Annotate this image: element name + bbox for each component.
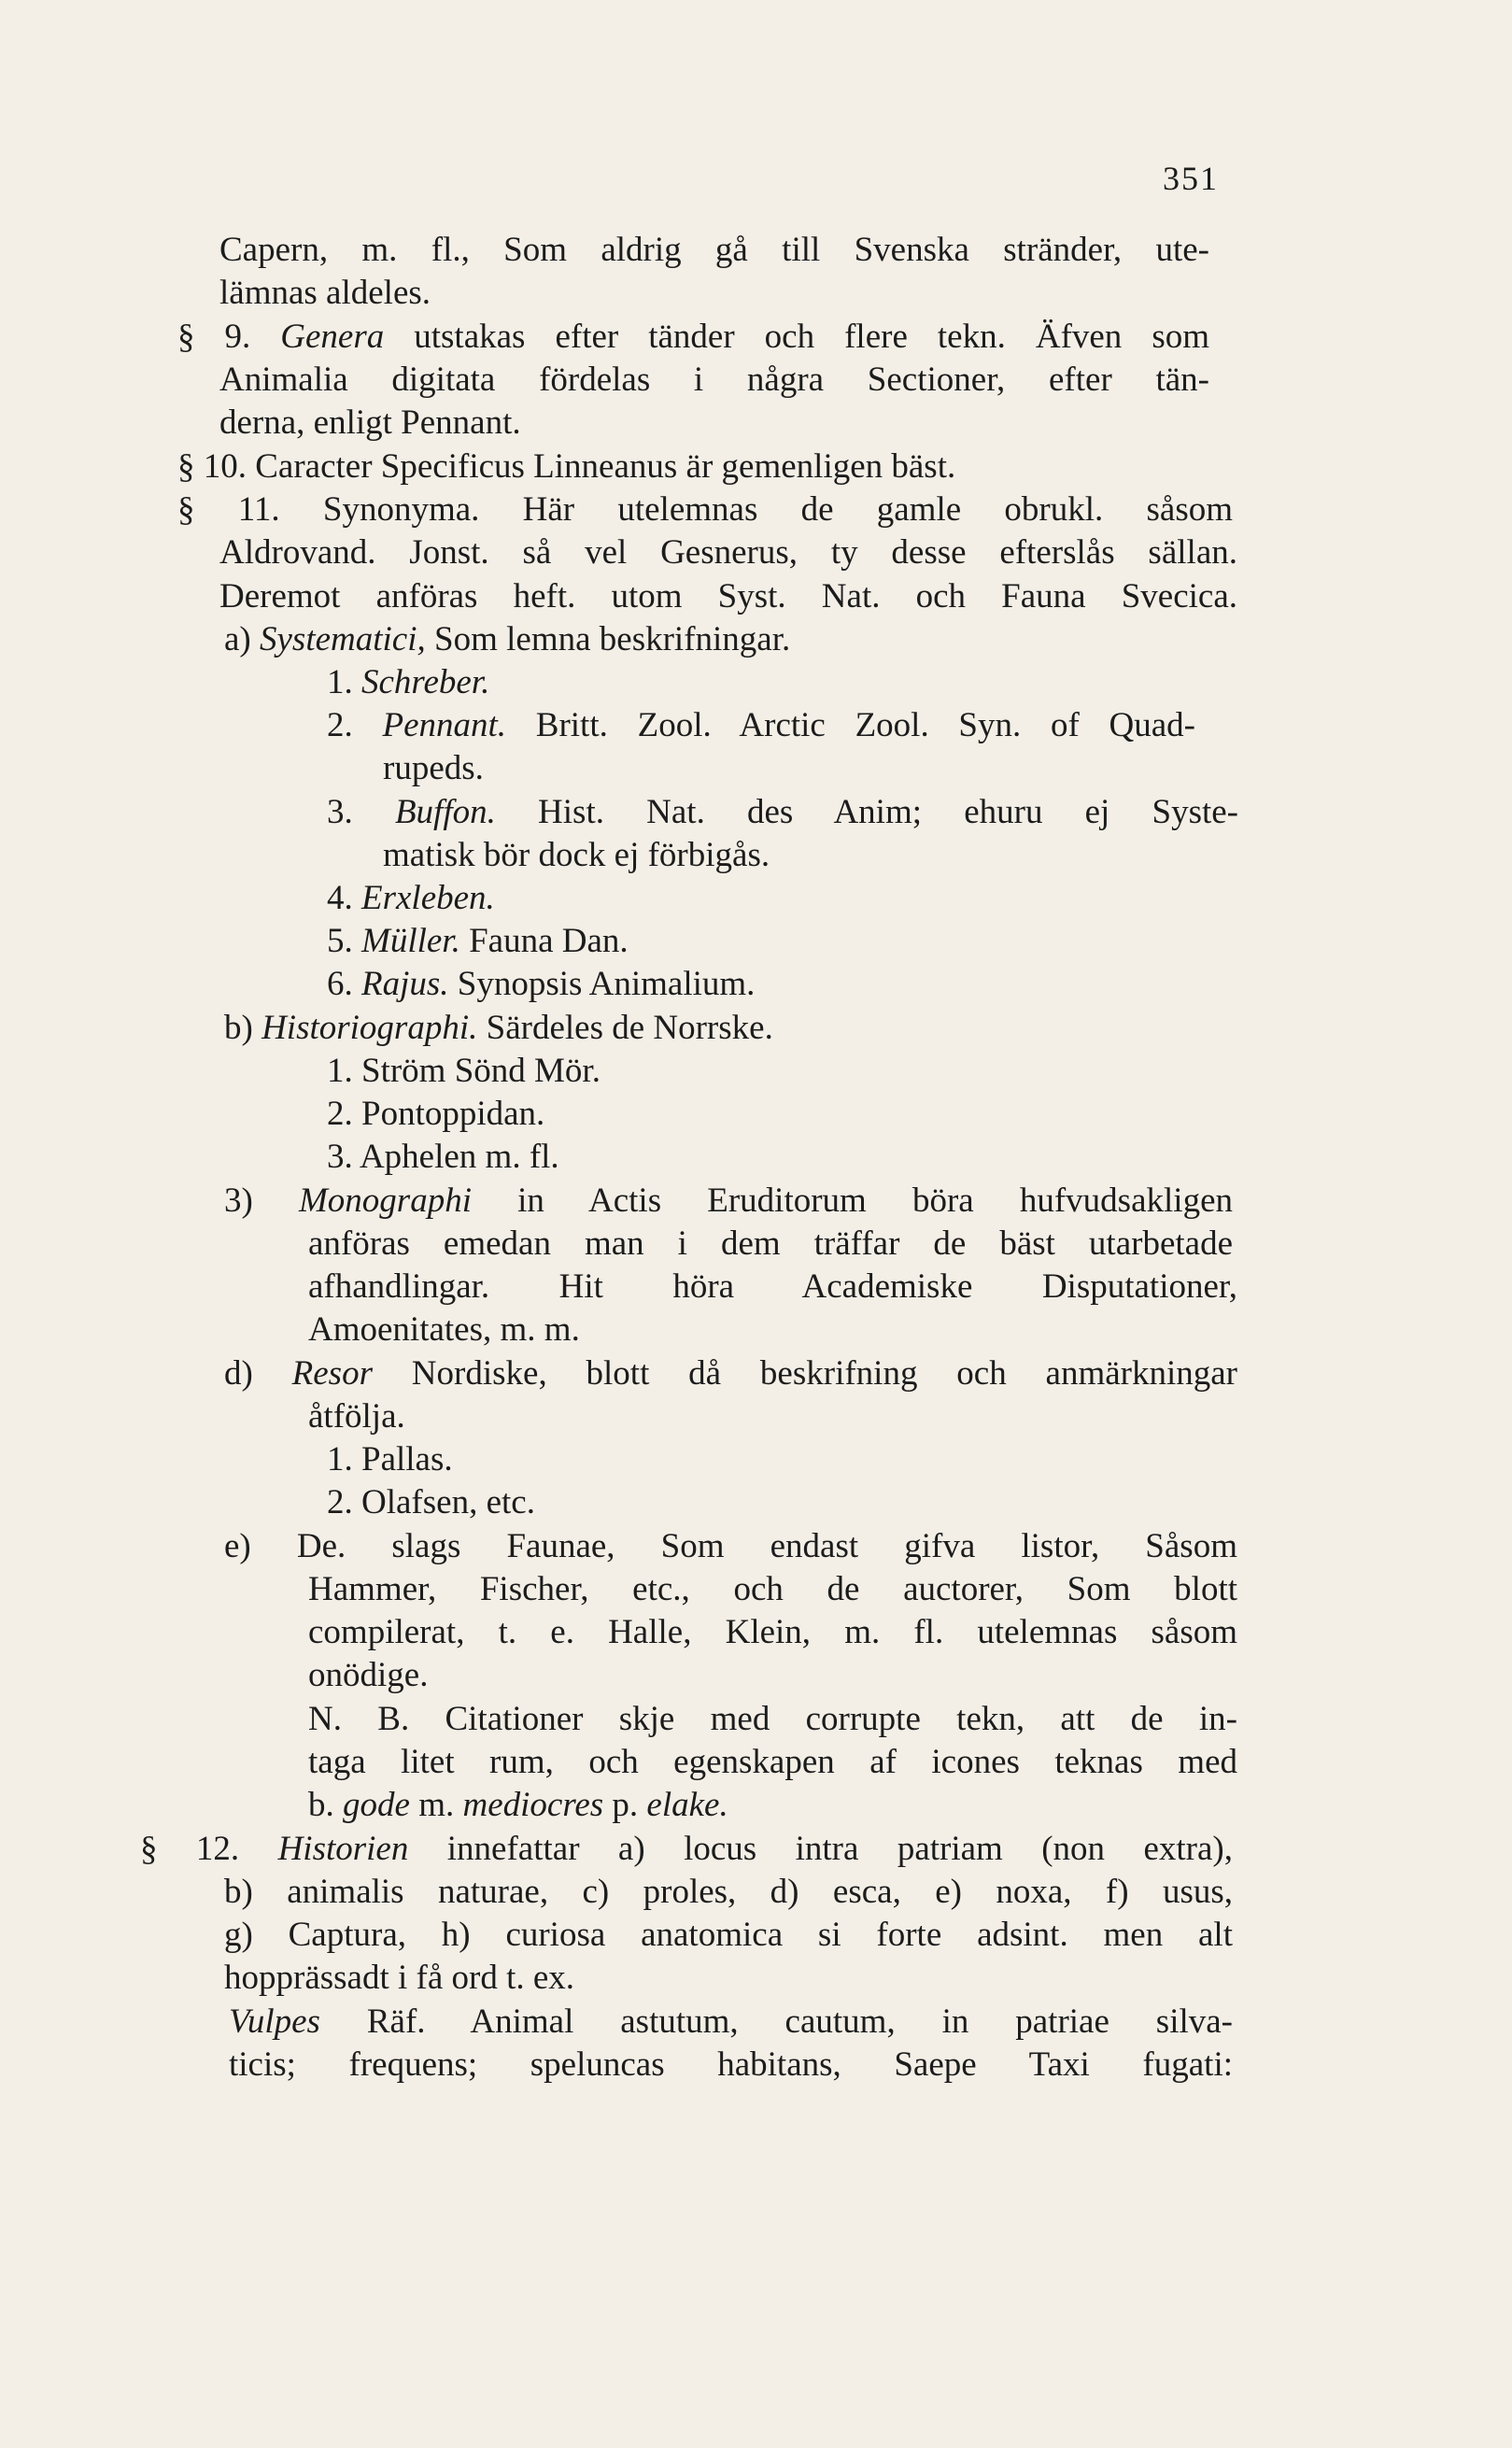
text-line <box>383 747 484 790</box>
text-run: Räf. Animal astutum, cautum, in patriae silva- <box>319 2002 1233 2041</box>
text-run: 2. <box>327 706 383 744</box>
text-line <box>383 834 770 877</box>
text-run: Synopsis Animalium. <box>448 965 756 1003</box>
text-run: matisk bör dock ej förbigås. <box>383 836 770 874</box>
text-run: Fauna Dan. <box>459 922 629 960</box>
text-run: in Actis Eruditorum böra hufvudsakligen <box>471 1182 1233 1220</box>
text-run: 5. <box>327 922 361 960</box>
text-line <box>308 1568 1237 1611</box>
text-line <box>229 2001 1233 2044</box>
italic-text: Systematici, <box>260 620 426 658</box>
text-line <box>327 1093 544 1136</box>
text-line <box>308 1223 1233 1266</box>
text-run: anföras emedan man i dem träffar de bäst utarbetade <box>308 1224 1233 1263</box>
text-run: Hammer, Fischer, etc., och de auctorer, Som blott <box>308 1570 1237 1608</box>
text-run: a) <box>224 620 260 658</box>
text-run: b) <box>224 1009 262 1047</box>
text-line <box>224 1957 574 2000</box>
page-number: 351 <box>1163 160 1219 197</box>
text-line <box>140 1828 1233 1871</box>
text-run: Capern, m. fl., Som aldrig gå till Svenska stränder, ute- <box>219 231 1209 269</box>
text-run: innefattar a) locus intra patriam (non extra), <box>408 1830 1233 1868</box>
italic-text: mediocres <box>462 1786 604 1824</box>
text-line <box>308 1395 405 1438</box>
text-run: 2. Olafsen, etc. <box>327 1483 535 1521</box>
text-line <box>327 877 495 920</box>
text-run: compilerat, t. e. Halle, Klein, m. fl. utelemnas såsom <box>308 1613 1237 1651</box>
text-run: 1. <box>327 663 361 701</box>
text-run: Deremot anföras heft. utom Syst. Nat. och Fauna Svecica. <box>219 577 1237 616</box>
text-run: taga litet rum, och egenskapen af icones teknas med <box>308 1743 1237 1781</box>
text-run: 6. <box>327 965 361 1003</box>
text-line <box>224 1871 1233 1914</box>
text-run: Aldrovand. Jonst. så vel Gesnerus, ty desse efterslås sällan. <box>219 533 1237 572</box>
text-line <box>219 575 1237 618</box>
text-run: rupeds. <box>383 749 484 787</box>
text-run: 2. Pontoppidan. <box>327 1095 545 1133</box>
text-run: 1. Ström Sönd Mör. <box>327 1052 601 1090</box>
italic-text: Historien <box>277 1830 409 1868</box>
text-run: m. <box>409 1786 463 1824</box>
text-run: onödige. <box>308 1656 429 1694</box>
text-line <box>219 531 1237 574</box>
text-line <box>327 1050 601 1093</box>
text-run: 3. <box>327 793 395 831</box>
text-line <box>308 1611 1237 1654</box>
text-line <box>308 1784 728 1827</box>
text-line <box>229 2044 1233 2087</box>
text-line <box>308 1654 428 1697</box>
text-run: lämnas aldeles. <box>219 274 431 312</box>
text-run: § 11. Synonyma. Här utelemnas de gamle obrukl. såsom <box>177 490 1233 529</box>
text-run: b. <box>308 1786 343 1824</box>
text-line <box>224 1180 1233 1223</box>
text-run: Animalia digitata fördelas i några Sectioner, efter tän- <box>219 361 1209 399</box>
text-run: Amoenitates, m. m. <box>308 1310 580 1349</box>
italic-text: Vulpes <box>229 2002 320 2041</box>
text-run: 3) <box>224 1182 299 1220</box>
text-run: 3. Aphelen m. fl. <box>327 1138 559 1176</box>
text-run: p. <box>603 1786 647 1824</box>
text-line <box>219 272 431 315</box>
italic-text: Müller. <box>361 922 460 960</box>
text-run: hopprässadt i få ord t. ex. <box>224 1959 575 1997</box>
text-run: g) Captura, h) curiosa anatomica si forte adsint. men alt <box>224 1916 1233 1954</box>
text-run: utstakas efter tänder och flere tekn. Äfven som <box>384 318 1209 356</box>
text-line <box>219 229 1209 272</box>
text-line <box>308 1741 1237 1784</box>
italic-text: Historiographi. <box>261 1009 478 1047</box>
text-run: d) <box>224 1354 292 1393</box>
text-run: e) De. slags Faunae, Som endast gifva listor, Såsom <box>224 1527 1237 1565</box>
text-line <box>327 1481 535 1524</box>
text-run: N. B. Citationer skje med corrupte tekn, att de in- <box>308 1700 1237 1738</box>
italic-text: Erxleben. <box>361 879 495 917</box>
italic-text: gode <box>343 1786 410 1824</box>
text-run: Som lemna beskrifningar. <box>425 620 791 658</box>
text-line <box>224 1525 1237 1568</box>
text-line <box>327 1438 453 1481</box>
text-run: Nordiske, blott då beskrifning och anmärkningar <box>372 1354 1237 1393</box>
text-line <box>177 488 1233 531</box>
text-line <box>177 446 955 488</box>
italic-text: elake. <box>646 1786 728 1824</box>
text-line <box>177 316 1209 359</box>
text-run: 4. <box>327 879 361 917</box>
italic-text: Schreber. <box>361 663 490 701</box>
text-run: 1. Pallas. <box>327 1440 453 1479</box>
text-run: b) animalis naturae, c) proles, d) esca, e) noxa, f) usus, <box>224 1873 1233 1911</box>
text-line <box>224 1007 773 1050</box>
text-line <box>327 661 489 704</box>
italic-text: Resor <box>291 1354 373 1393</box>
text-run: Hist. Nat. des Anim; ehuru ej Syste- <box>495 793 1239 831</box>
text-run: derna, enligt Pennant. <box>219 403 521 442</box>
text-line <box>327 704 1195 747</box>
text-line <box>308 1698 1237 1741</box>
text-run: afhandlingar. Hit höra Academiske Disputationer, <box>308 1267 1237 1306</box>
text-run: Särdeles de Norrske. <box>477 1009 773 1047</box>
text-run: åtfölja. <box>308 1397 405 1436</box>
text-line <box>224 1352 1237 1395</box>
text-line <box>224 1914 1233 1957</box>
text-line <box>327 963 755 1006</box>
text-line <box>224 618 790 661</box>
text-line <box>219 402 521 445</box>
text-run: § 12. <box>140 1830 278 1868</box>
text-run: § 10. Caracter Specificus Linneanus är gemenligen bäst. <box>177 447 956 486</box>
text-line <box>308 1309 580 1351</box>
text-run: Britt. Zool. Arctic Zool. Syn. of Quad- <box>506 706 1196 744</box>
text-line <box>327 920 629 963</box>
text-run: § 9. <box>177 318 281 356</box>
italic-text: Genera <box>280 318 385 356</box>
text-line <box>308 1266 1237 1309</box>
italic-text: Rajus. <box>361 965 449 1003</box>
text-line <box>327 1136 559 1179</box>
text-line <box>219 359 1209 402</box>
italic-text: Buffon. <box>394 793 496 831</box>
text-run: ticis; frequens; speluncas habitans, Saepe Taxi fugati: <box>229 2045 1233 2084</box>
italic-text: Monographi <box>298 1182 472 1220</box>
italic-text: Pennant. <box>382 706 507 744</box>
text-line <box>327 791 1238 834</box>
